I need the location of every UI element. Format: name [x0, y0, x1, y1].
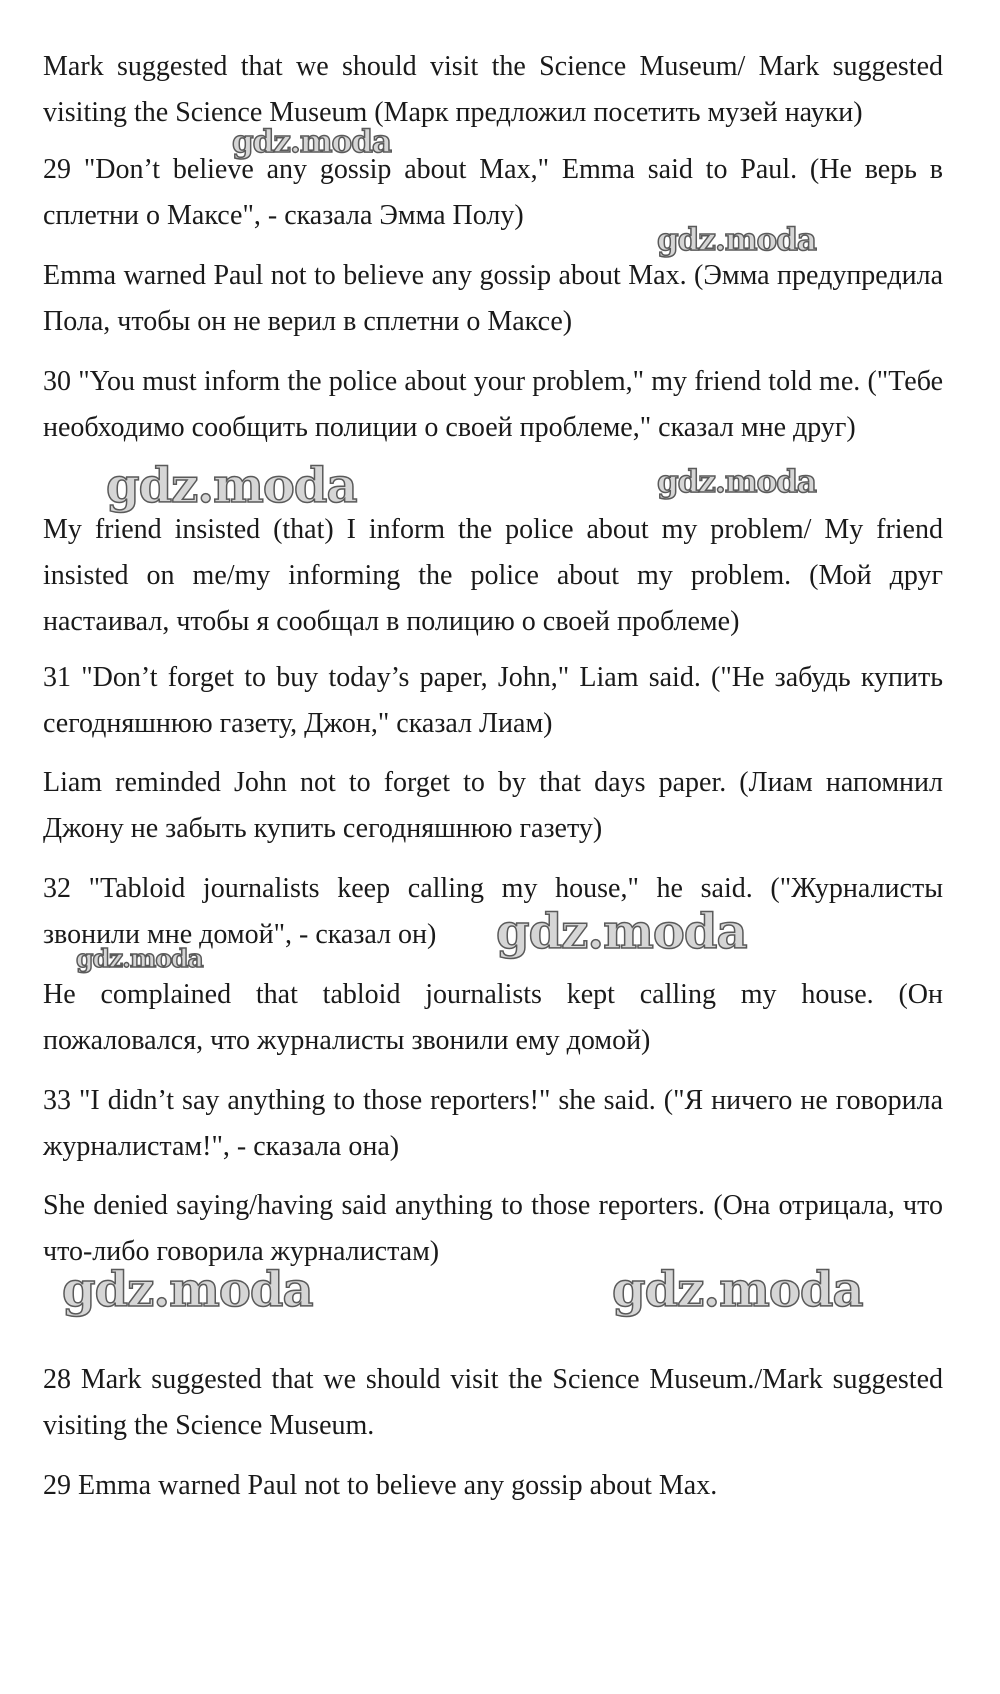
paragraph-31-answer: Liam reminded John not to forget to by that days paper. (Лиам напомнил Джону не забыть купить сегодняшнюю газету): [43, 767, 943, 844]
watermark-logo: gdz.moda: [232, 124, 391, 160]
paragraph-33-answer: She denied saying/having said anything to those reporters. (Она отрицала, что что-либо говорила журналистам): [43, 1190, 943, 1267]
paragraph-33-question: 33 "I didn’t say anything to those reporters!" she said. ("Я ничего не говорила журналистам!", - сказала она): [43, 1085, 943, 1162]
paragraph-31-question: 31 "Don’t forget to buy today’s paper, John," Liam said. ("Не забудь купить сегодняшнюю газету, Джон," сказал Лиам): [43, 662, 943, 739]
watermark-logo: gdz.moda: [496, 904, 747, 960]
watermark-logo: gdz.moda: [657, 222, 816, 258]
watermark-logo: gdz.moda: [62, 1262, 313, 1318]
paragraph-29-question: 29 "Don’t believe any gossip about Max," Emma said to Paul. (Не верь в сплетни о Максе", - сказала Эмма Полу): [43, 154, 943, 231]
paragraph-29-answer: Emma warned Paul not to believe any gossip about Max. (Эмма предупредила Пола, чтобы он не верил в сплетни о Максе): [43, 260, 943, 337]
paragraph-summary-29: 29 Emma warned Paul not to believe any gossip about Max.: [43, 1470, 718, 1501]
watermark-logo: gdz.moda: [612, 1262, 863, 1318]
watermark-logo: gdz.moda: [657, 464, 816, 500]
paragraph-30-question: 30 "You must inform the police about your problem," my friend told me. ("Тебе необходимо сообщить полиции о своей проблеме," сказал мне друг): [43, 366, 943, 443]
paragraph-30-answer: My friend insisted (that) I inform the police about my problem/ My friend insisted on me/my informing the police about my problem. (Мой друг настаивал, чтобы я сообщал в полицию о своей проблеме): [43, 514, 943, 637]
watermark-logo: gdz.moda: [106, 458, 357, 514]
paragraph-summary-28: 28 Mark suggested that we should visit the Science Museum./Mark suggested visiting the Science Museum.: [43, 1364, 943, 1441]
paragraph-28-answer-partial: Mark suggested that we should visit the Science Museum/ Mark suggested visiting the Science Museum (Марк предложил посетить музей науки): [43, 51, 943, 128]
watermark-logo: gdz.moda: [76, 944, 203, 973]
paragraph-32-question: 32 "Tabloid journalists keep calling my house," he said. ("Журналисты звонили мне домой", - сказал он): [43, 873, 943, 950]
paragraph-32-answer: He complained that tabloid journalists kept calling my house. (Он пожаловался, что журналисты звонили ему домой): [43, 979, 943, 1056]
